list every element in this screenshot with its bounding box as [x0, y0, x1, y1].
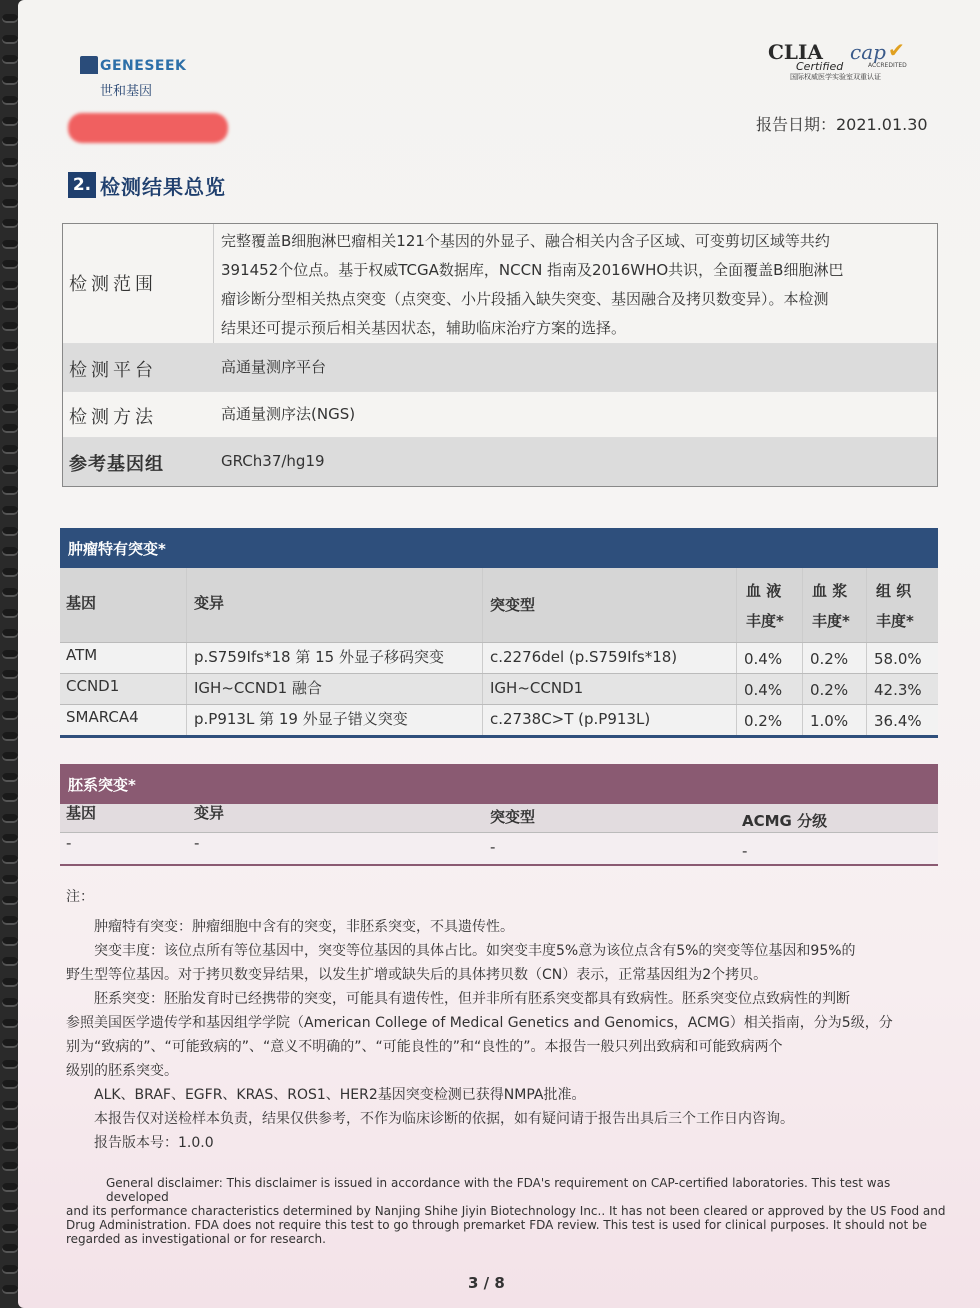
binder-coil	[2, 158, 18, 167]
fda-disclaimer	[66, 1176, 946, 1246]
cap-accredited: ACCREDITED	[868, 62, 907, 69]
cell-plasma: 0.2%	[810, 650, 849, 668]
col-blood-sub: 丰度*	[746, 612, 784, 630]
binder-coil	[2, 650, 18, 659]
cell-plasma: 1.0%	[810, 712, 849, 730]
col-mutation: 突变型	[490, 808, 536, 826]
binder-coil	[2, 424, 18, 433]
section-heading: 检测结果总览	[100, 174, 226, 199]
note-germline: 胚系突变：胚胎发育时已经携带的突变，可能具有遗传性，但并非所有胚系突变都具有致病性。胚系突变位点致病性的判断	[94, 991, 850, 1007]
binder-coil	[2, 1142, 18, 1151]
binder-coil	[2, 486, 18, 495]
col-variant: 变异	[194, 804, 225, 822]
checkmark-icon: ✔	[888, 38, 905, 62]
info-label: 检测方法	[69, 407, 157, 428]
binder-coil	[2, 363, 18, 372]
binder-coil	[2, 322, 18, 331]
certification-logos	[768, 36, 918, 86]
binder-coil	[2, 916, 18, 925]
info-row-genome	[63, 438, 937, 486]
binder-coil	[2, 937, 18, 946]
cell-blood: 0.2%	[744, 712, 783, 730]
binder-coil	[2, 1060, 18, 1069]
section-title	[68, 170, 226, 200]
clia-logo: CLIA	[768, 40, 823, 64]
cell-variant: p.P913L 第 19 外显子错义突变	[194, 710, 408, 728]
section-number: 2.	[68, 172, 96, 198]
binder-coil	[2, 1039, 18, 1048]
notes-section	[66, 885, 946, 1155]
binder-coil	[2, 445, 18, 454]
germline-mutation-table	[60, 764, 938, 868]
binder-coil	[2, 834, 18, 843]
cell-mutation: IGH~CCND1	[490, 679, 584, 697]
redacted-name	[68, 113, 228, 143]
binder-coil	[2, 1244, 18, 1253]
col-plasma-sub: 丰度*	[812, 612, 850, 630]
binder-coil	[2, 76, 18, 85]
binder-coil	[2, 96, 18, 105]
disclaimer-line: General disclaimer: This disclaimer is issued in accordance with the FDA's requirement on CAP-certified laboratories. This test was developed	[106, 1176, 891, 1204]
cell-variant: p.S759Ifs*18 第 15 外显子移码突变	[194, 648, 444, 666]
binder-coil	[2, 1285, 18, 1294]
col-acmg: ACMG 分级	[742, 812, 828, 830]
binder-coil	[2, 527, 18, 536]
binder-coil	[2, 383, 18, 392]
cap-logo: cap	[850, 40, 886, 64]
binder-coil	[2, 1019, 18, 1028]
info-row-scope	[63, 224, 937, 344]
info-row-method	[63, 392, 937, 438]
binder-coil	[2, 14, 18, 23]
logo-icon	[80, 56, 98, 74]
cell-gene: -	[66, 834, 72, 852]
cell-variant: -	[194, 834, 200, 852]
binder-coil	[2, 711, 18, 720]
binder-coil	[2, 547, 18, 556]
binder-coil	[2, 240, 18, 249]
disclaimer-line: Drug Administration. FDA does not require this test to go through premarket FDA review. This test is used for clinical purposes. It should not be	[66, 1218, 927, 1232]
binder-coil	[2, 773, 18, 782]
binder-coil	[2, 1203, 18, 1212]
col-plasma: 血 浆	[812, 582, 848, 600]
notes-title: 注：	[66, 889, 94, 905]
col-variant: 变异	[194, 594, 225, 612]
binder-coil	[2, 342, 18, 351]
page-number: 3 / 8	[468, 1274, 505, 1292]
col-gene: 基因	[66, 594, 97, 612]
info-value: GRCh37/hg19	[221, 452, 325, 470]
info-value-line: 391452个位点。基于权威TCGA数据库，NCCN 指南及2016WHO共识，全面覆盖B细胞淋巴	[221, 261, 844, 279]
info-value: 高通量测序法(NGS)	[221, 405, 356, 423]
report-page	[18, 0, 980, 1308]
binder-coil	[2, 978, 18, 987]
disclaimer-line: and its performance characteristics determined by Nanjing Shihe Jiyin Biotechnology Inc.. It has not been cleared or approved by the US Food and	[66, 1204, 946, 1218]
binder-coil	[2, 404, 18, 413]
binder-coil	[2, 260, 18, 269]
cert-subtitle: 国际权威医学实验室双重认证	[790, 73, 881, 81]
binder-coil	[2, 35, 18, 44]
binder-coil	[2, 814, 18, 823]
cell-plasma: 0.2%	[810, 681, 849, 699]
binder-coil	[2, 178, 18, 187]
note-abundance: 突变丰度：该位点所有等位基因中，突变等位基因的具体占比。如突变丰度5%意为该位点含有5%的突变等位基因和95%的	[94, 943, 856, 959]
note-responsibility: 本报告仅对送检样本负责，结果仅供参考，不作为临床诊断的依据，如有疑问请于报告出具后三个工作日内咨询。	[94, 1111, 794, 1127]
info-row-platform	[63, 344, 937, 392]
cell-tissue: 36.4%	[874, 712, 922, 730]
col-tissue: 组 织	[876, 582, 912, 600]
binder-coil	[2, 137, 18, 146]
binder-coil	[2, 875, 18, 884]
binder-coil	[2, 855, 18, 864]
col-mutation: 突变型	[490, 596, 536, 614]
cell-tissue: 42.3%	[874, 681, 922, 699]
cell-gene: ATM	[66, 646, 98, 664]
binder-coil	[2, 670, 18, 679]
binder-coil	[2, 1224, 18, 1233]
col-tissue-sub: 丰度*	[876, 612, 914, 630]
table-row	[60, 832, 938, 864]
cell-gene: CCND1	[66, 677, 120, 695]
binder-coil	[2, 588, 18, 597]
note-germline-cont: 别为“致病的”、“可能致病的”、“意义不明确的”、“可能良性的”和“良性的”。本报告一般只列出致病和可能致病两个	[66, 1039, 783, 1055]
table-bottom-rule	[60, 864, 938, 866]
note-somatic: 肿瘤特有突变：肿瘤细胞中含有的突变，非胚系突变，不具遗传性。	[94, 919, 514, 935]
note-nmpa: ALK、BRAF、EGFR、KRAS、ROS1、HER2基因突变检测已获得NMPA批准。	[94, 1087, 586, 1103]
cell-blood: 0.4%	[744, 681, 783, 699]
binder-coil	[2, 1080, 18, 1089]
cell-blood: 0.4%	[744, 650, 783, 668]
binder-coil	[2, 691, 18, 700]
binder-coil	[2, 1121, 18, 1130]
test-info-table	[62, 223, 938, 487]
note-version: 报告版本号：1.0.0	[94, 1135, 214, 1151]
info-label: 检测范围	[69, 274, 157, 295]
logo-cn: 世和基因	[100, 84, 153, 99]
binder-coil	[2, 793, 18, 802]
note-germline-cont: 级别的胚系突变。	[66, 1063, 178, 1079]
binder-coil	[2, 998, 18, 1007]
logo-word: GENESEEK	[100, 58, 187, 74]
report-date: 报告日期：2021.01.30	[756, 115, 928, 134]
binder-coil	[2, 55, 18, 64]
binder-coil	[2, 281, 18, 290]
info-value-line: 结果还可提示预后相关基因状态，辅助临床治疗方案的选择。	[221, 319, 627, 337]
clia-certified: Certified	[796, 60, 844, 73]
info-label: 参考基因组	[69, 454, 164, 475]
table-bottom-rule	[60, 735, 938, 738]
info-label: 检测平台	[69, 360, 157, 381]
somatic-mutation-table	[60, 528, 938, 740]
cell-acmg: -	[742, 842, 748, 860]
note-abundance-cont: 野生型等位基因。对于拷贝数变异结果，以发生扩增或缺失后的具体拷贝数（CN）表示，正常基因组为2个拷贝。	[66, 967, 768, 983]
somatic-title-bar: 肿瘤特有突变*	[60, 528, 938, 568]
col-blood: 血 液	[746, 582, 782, 600]
binder-coil	[2, 609, 18, 618]
binder-coil	[2, 1183, 18, 1192]
cell-mutation: c.2276del (p.S759Ifs*18)	[490, 648, 678, 666]
cell-gene: SMARCA4	[66, 708, 139, 726]
cell-variant: IGH~CCND1 融合	[194, 679, 322, 697]
binder-coil	[2, 117, 18, 126]
cell-mutation: c.2738C>T (p.P913L)	[490, 710, 651, 728]
binder-coil	[2, 1162, 18, 1171]
cell-mutation: -	[490, 838, 496, 856]
binder-coil	[2, 219, 18, 228]
disclaimer-line: regarded as investigational or for research.	[66, 1232, 326, 1246]
binder-coil	[2, 957, 18, 966]
info-value-line: 瘤诊断分型相关热点突变（点突变、小片段插入缺失突变、基因融合及拷贝数变异）。本检测	[221, 290, 829, 308]
binder-coil	[2, 732, 18, 741]
cell-tissue: 58.0%	[874, 650, 922, 668]
info-value: 高通量测序平台	[221, 358, 327, 376]
binder-coil	[2, 301, 18, 310]
binder-coil	[2, 199, 18, 208]
binder-coil	[2, 1265, 18, 1274]
binder-coil	[2, 506, 18, 515]
binder-coil	[2, 629, 18, 638]
binder-coil	[2, 568, 18, 577]
note-germline-cont: 参照美国医学遗传学和基因组学学院（American College of Medical Genetics and Genomics，ACMG）相关指南，分为5级，分	[66, 1015, 893, 1031]
col-gene: 基因	[66, 804, 97, 822]
germline-title-bar: 胚系突变*	[60, 764, 938, 804]
binder-coil	[2, 1101, 18, 1110]
binder-coil	[2, 752, 18, 761]
info-value-line: 完整覆盖B细胞淋巴瘤相关121个基因的外显子、融合相关内含子区域、可变剪切区域等共约	[221, 232, 830, 250]
binder-coil	[2, 465, 18, 474]
geneseek-logo	[80, 50, 200, 102]
binder-coil	[2, 896, 18, 905]
